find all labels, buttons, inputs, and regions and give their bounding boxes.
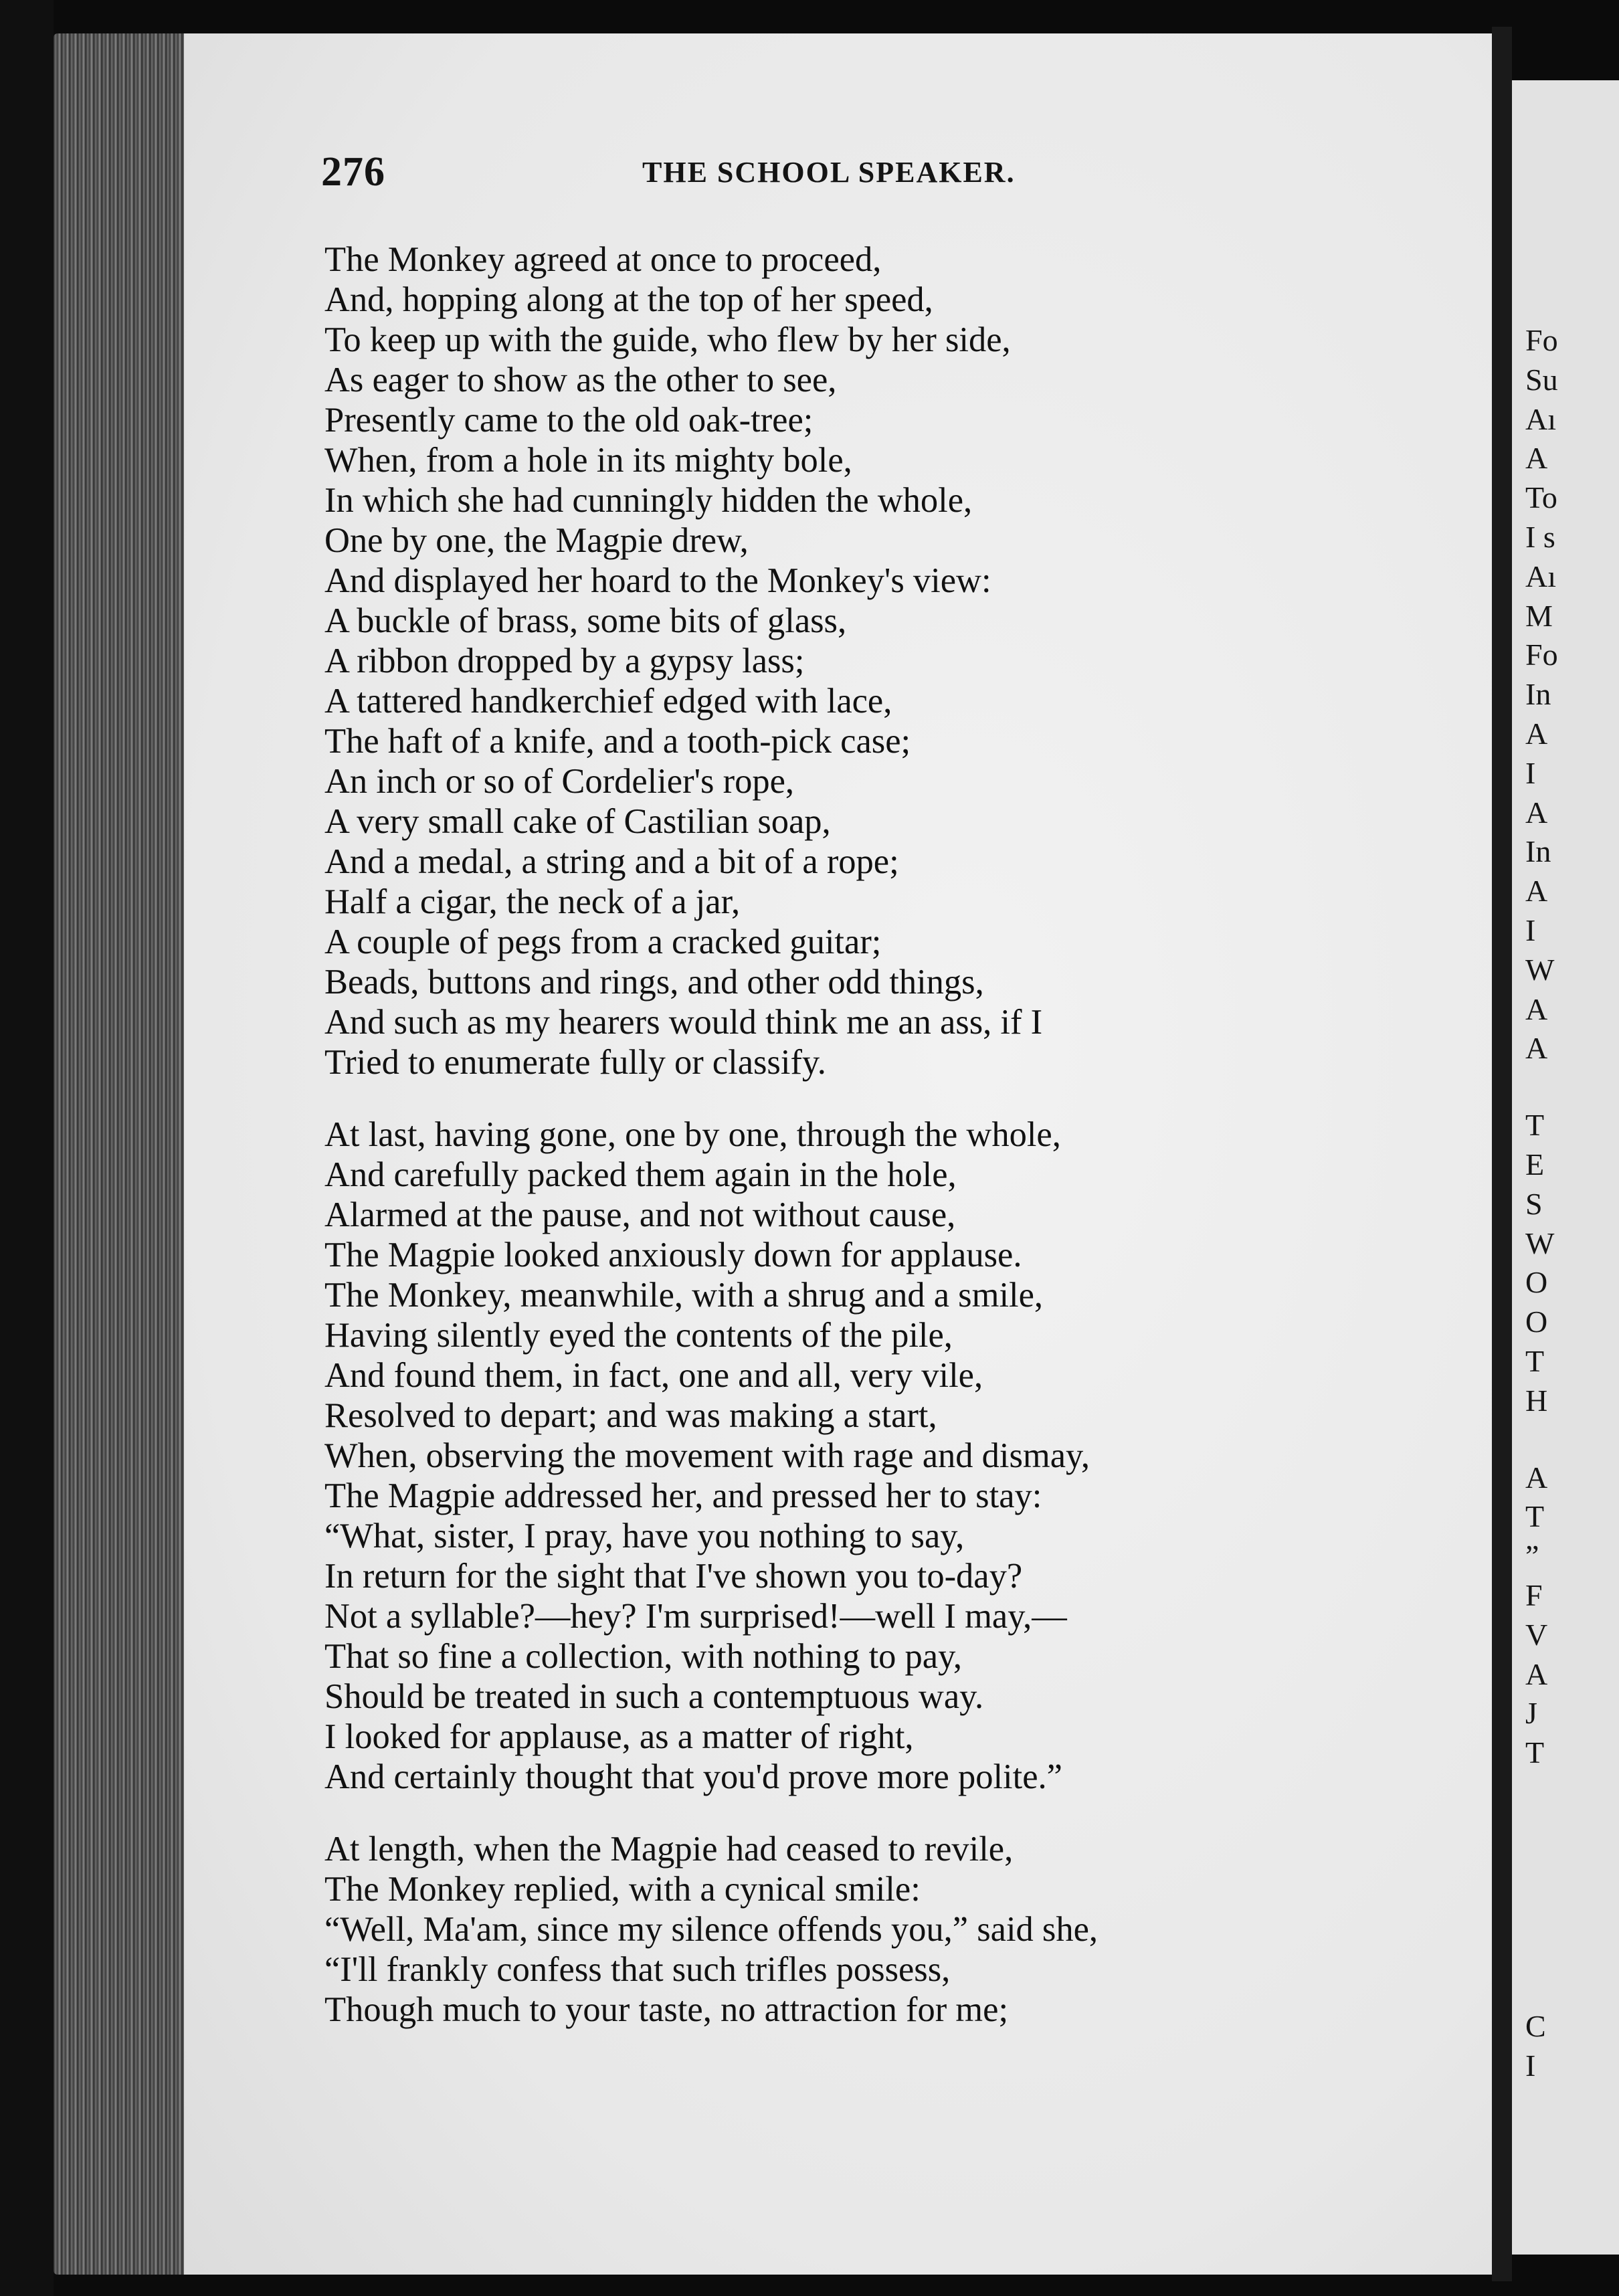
- facing-stanza-gap: [1519, 1773, 1558, 2007]
- facing-line-fragment: I: [1525, 2048, 1536, 2083]
- facing-line-fragment: Fo: [1525, 323, 1558, 357]
- poem-line: “I'll frankly confess that such trifles possess,: [324, 1950, 951, 1989]
- facing-page: [1512, 80, 1619, 2255]
- facing-line-fragment: A: [1525, 874, 1548, 908]
- poem-line: When, observing the movement with rage and dismay,: [324, 1436, 1090, 1475]
- facing-line-fragment: ”: [1525, 1539, 1539, 1573]
- poem-line: A ribbon dropped by a gypsy lass;: [324, 642, 805, 680]
- poem-line: One by one, the Magpie drew,: [324, 521, 749, 560]
- facing-line-fragment: In: [1525, 834, 1551, 869]
- facing-line-fragment: W: [1525, 952, 1555, 987]
- poem-line: Resolved to depart; and was making a start,: [324, 1396, 937, 1435]
- facing-line-fragment: Aı: [1525, 559, 1556, 593]
- poem-line: That so fine a collection, with nothing to pay,: [324, 1637, 963, 1676]
- facing-line-fragment: E: [1525, 1147, 1545, 1181]
- poem-line: As eager to show as the other to see,: [324, 361, 837, 399]
- facing-line-fragment: T: [1525, 1108, 1545, 1143]
- poem-line: At last, having gone, one by one, through the whole,: [324, 1115, 1061, 1154]
- facing-line-fragment: Su: [1525, 362, 1558, 397]
- poem-line: The Monkey replied, with a cynical smile:: [324, 1870, 921, 1909]
- poem-line: Having silently eyed the contents of the pile,: [324, 1316, 953, 1355]
- facing-line-fragment: I s: [1525, 519, 1555, 554]
- facing-line-fragment: A: [1525, 1031, 1548, 1066]
- stanza: [324, 1829, 1368, 2030]
- poem-line: In which she had cunningly hidden the whole,: [324, 481, 973, 520]
- poem-line: In return for the sight that I've shown you to-day?: [324, 1557, 1023, 1596]
- facing-line-fragment: A: [1525, 795, 1548, 830]
- poem-line: Presently came to the old oak-tree;: [324, 401, 814, 440]
- facing-line-fragment: A: [1525, 441, 1548, 476]
- facing-line-fragment: T: [1525, 1343, 1545, 1378]
- facing-line-fragment: I: [1525, 755, 1536, 790]
- facing-line-fragment: M: [1525, 598, 1553, 633]
- poem-line: And a medal, a string and a bit of a rope;: [324, 842, 899, 881]
- facing-line-fragment: O: [1525, 1265, 1548, 1300]
- facing-line-fragment: A: [1525, 716, 1548, 751]
- poem-line: And certainly thought that you'd prove more polite.”: [324, 1757, 1062, 1796]
- facing-line-fragment: I: [1525, 913, 1536, 947]
- facing-line-fragment: J: [1525, 1696, 1537, 1731]
- book-edge: [0, 0, 54, 2296]
- poem-line: Though much to your taste, no attraction for me;: [324, 1990, 1009, 2029]
- book-title: THE SCHOOL SPEAKER.: [642, 156, 1016, 189]
- facing-line-fragment: A: [1525, 991, 1548, 1026]
- poem-line: And displayed her hoard to the Monkey's view:: [324, 561, 991, 600]
- facing-line-fragment: T: [1525, 1735, 1545, 1770]
- page-stack: [54, 33, 184, 2275]
- poem-line: And such as my hearers would think me an ass, if I: [324, 1003, 1043, 1042]
- poem-line: To keep up with the guide, who flew by her side,: [324, 320, 1011, 359]
- poem-text: [324, 240, 1368, 2030]
- poem-line: At length, when the Magpie had ceased to revile,: [324, 1830, 1014, 1869]
- poem-line: “Well, Ma'am, since my silence offends you,” said she,: [324, 1910, 1099, 1949]
- facing-page-text: [1519, 321, 1558, 2085]
- running-head: [321, 149, 1211, 195]
- facing-line-fragment: To: [1525, 480, 1557, 515]
- book-gutter: [1492, 27, 1512, 2281]
- poem-line: Tried to enumerate fully or classify.: [324, 1043, 826, 1082]
- facing-line-fragment: T: [1525, 1499, 1545, 1534]
- facing-line-fragment: F: [1525, 1577, 1543, 1612]
- poem-line: And found them, in fact, one and all, very vile,: [324, 1356, 983, 1395]
- facing-stanza-gap: [1519, 1068, 1558, 1106]
- poem-line: A buckle of brass, some bits of glass,: [324, 601, 847, 640]
- facing-line-fragment: Aı: [1525, 401, 1556, 436]
- poem-line: Should be treated in such a contemptuous way.: [324, 1677, 984, 1716]
- page-number: 276: [321, 149, 385, 195]
- poem-line: An inch or so of Cordelier's rope,: [324, 762, 795, 801]
- stanza: [324, 1115, 1368, 1797]
- poem-line: I looked for applause, as a matter of right,: [324, 1717, 914, 1756]
- facing-line-fragment: W: [1525, 1226, 1555, 1260]
- facing-line-fragment: Fo: [1525, 638, 1558, 672]
- poem-line: Half a cigar, the neck of a jar,: [324, 882, 741, 921]
- facing-stanza-gap: [1519, 1421, 1558, 1458]
- facing-line-fragment: C: [1525, 2008, 1546, 2043]
- poem-line: The Monkey, meanwhile, with a shrug and a smile,: [324, 1276, 1044, 1315]
- poem-line: When, from a hole in its mighty bole,: [324, 441, 852, 480]
- poem-line: And carefully packed them again in the hole,: [324, 1155, 957, 1194]
- poem-line: Alarmed at the pause, and not without cause,: [324, 1195, 956, 1234]
- facing-line-fragment: In: [1525, 677, 1551, 712]
- facing-line-fragment: O: [1525, 1305, 1548, 1339]
- poem-line: The Magpie addressed her, and pressed her to stay:: [324, 1476, 1042, 1515]
- poem-line: Beads, buttons and rings, and other odd things,: [324, 963, 984, 1001]
- poem-line: A couple of pegs from a cracked guitar;: [324, 923, 882, 961]
- poem-line: A very small cake of Castilian soap,: [324, 802, 831, 841]
- poem-line: The Magpie looked anxiously down for applause.: [324, 1236, 1022, 1274]
- poem-line: “What, sister, I pray, have you nothing to say,: [324, 1517, 965, 1555]
- poem-line: A tattered handkerchief edged with lace,: [324, 682, 892, 721]
- stanza: [324, 240, 1368, 1082]
- facing-line-fragment: A: [1525, 1656, 1548, 1691]
- facing-line-fragment: V: [1525, 1617, 1548, 1652]
- facing-line-fragment: S: [1525, 1186, 1543, 1221]
- facing-line-fragment: H: [1525, 1383, 1548, 1418]
- poem-line: The Monkey agreed at once to proceed,: [324, 240, 882, 279]
- poem-line: And, hopping along at the top of her speed,: [324, 280, 933, 319]
- poem-line: The haft of a knife, and a tooth-pick case;: [324, 722, 911, 761]
- poem-line: Not a syllable?—hey? I'm surprised!—well I may,—: [324, 1597, 1067, 1636]
- facing-line-fragment: A: [1525, 1460, 1548, 1495]
